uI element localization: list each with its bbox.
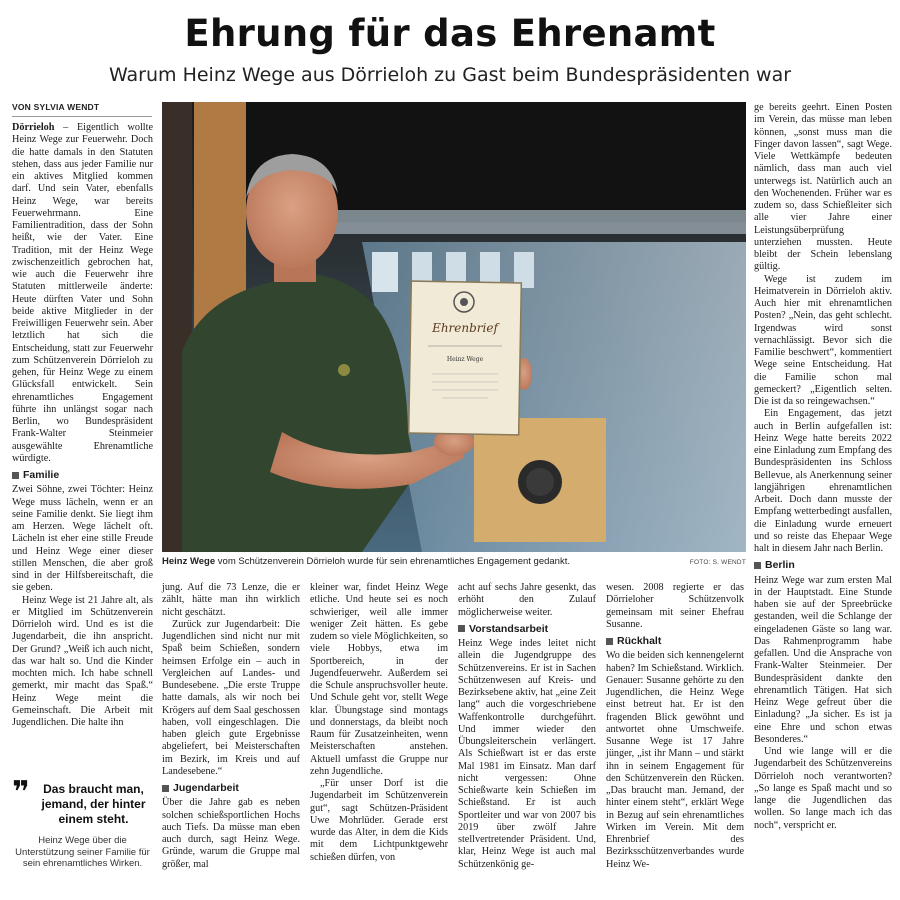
pull-quote <box>12 775 153 870</box>
paragraph: Heinz Wege war zum ersten Mal in der Hauptstadt. Eine Stunde haben sie auf der Spreebrücke gestanden, weil die Schlange der eingeladenen Gäste so lang war. Das Rahmenprogramm habe gefallen. Und die Ansprache von Frank-Walter Steinmeier. Der Bundespräsident dankte den ehrenamtlich Tätigen. Hat sich Heinz Wege gefreut über die Einladung? „Ja sicher. Es ist ja eine Ehre und schon etwas Besonderes.“ <box>754 574 892 745</box>
article-column-1 <box>12 122 153 822</box>
section-heading-text: Familie <box>23 469 60 481</box>
article-photo <box>162 102 746 552</box>
paragraph: Wo die beiden sich kennengelernt haben? Im Schießstand. Wirklich. Genauer: Susanne gehörte zu den Jugendlichen, die Heinz Wege einst betreut hat. Er ist den fragenden Blick gewöhnt und antwortet ohne Umschweife. Susanne Wege ist 17 Jahre jünger, „ist ihr Mann – und stärkt ihn in seinem Engagement für den Schützenverein den Rücken. „Das braucht man. Jemand, der hinter einem steht“, erklärt Wege in Bezug auf sein ehrenamtliches Wirken im Verein. Mit dem Ehrenbrief des Bezirksschützenverbandes wurde Heinz We- <box>606 650 744 870</box>
certificate-name: Heinz Wege <box>446 356 484 363</box>
section-marker-icon <box>458 625 465 632</box>
section-heading-berlin <box>754 559 892 571</box>
certificate-title: Ehrenbrief <box>432 321 498 335</box>
section-heading-text: Jugendarbeit <box>173 782 239 794</box>
section-heading-jugendarbeit <box>162 782 300 794</box>
paragraph: wesen. 2008 regierte er das Dörrieloher Schützenvolk gemeinsam mit seiner Ehefrau Susanne. <box>606 582 744 630</box>
paragraph-text: – Eigentlich wollte Heinz Wege zur Feuerwehr. Doch die hatte damals in den Statuten stehen, dass aus jeder Familie nur ein aktives Mitglied kommen darf. Und sein Vater, ebenfalls Heinz Wege, war bereits Feuerwehrmann. Eine Familientradition, dass der Sohn heißt, wie der Vater. Eine Tradition, mit der Heinz Wege zwischenzeitlich gebrochen hat, wie auch die Feuerwehr ihre Statuten mittlerweile änderte: Heute dürften Vater und Sohn beide aktive Mitglieder in der Freiwilligen Feuerwehr sein. Aber letztlich hat sich die Entscheidung, statt zur Feuerwehr zum Schützenverein Dörrieloh zu gehen, für Heinz Wege zu einem Glücksfall entwickelt. Sein ehrenamtliches Engagement führte ihn unlängst sogar nach Berlin, wo Bundespräsident Frank-Walter Steinmeier ausgewählte Ehrenamtliche würdigte. <box>12 122 153 464</box>
pull-quote-text: Das braucht man, jemand, der hinter einem steht. <box>41 782 146 826</box>
headline: Ehrung für das Ehrenamt <box>184 12 716 55</box>
section-heading-rueckhalt <box>606 635 744 647</box>
section-heading-text: Vorstandsarbeit <box>469 622 549 635</box>
caption-body: vom Schützenverein Dörrieloh wurde für sein ehrenamtliches Engagement gedankt. <box>215 556 570 567</box>
paragraph: Heinz Wege ist 21 Jahre alt, als er Mitglied im Schützenverein Dörrieloh wird. Und es ist die Jugendarbeit, die ihn anspricht. Der Grund? „Weiß ich auch nicht, das war halt so. Und die Kinder mochten mich. Ich habe schnell gemerkt, mir macht das Spaß.“ Heinz Wege meint die Gemeinschaft. Die Arbeit mit Jugendlichen. Die halte ihn <box>12 594 153 728</box>
paragraph: jung. Auf die 73 Lenze, die er zählt, hätte man ihn wirklich nicht geschätzt. <box>162 582 300 618</box>
article-column-6 <box>754 102 892 892</box>
paragraph: kleiner war, findet Heinz Wege etliche. Und heute sei es noch schwieriger, weil alle immer weniger Zeit hätten. Es gebe zudem so viele Möglichkeiten, so viele Hobbys, etwa im Sportbereich, in der Jugendfeuerwehr. Außerdem sei die Schule anspruchsvoller heute. Und Schule geht vor, stellt Wege klar. Übungstage sind montags und donnerstags, da bleibt noch Raum für Zusatzeinheiten, wenn Meisterschaften anstehen. Aktuell umfasst die Gruppe nur zehn Jugendliche. <box>310 582 448 777</box>
dateline: Dörrieloh <box>12 122 55 133</box>
paragraph: Über die Jahre gab es neben solchen schießsportlichen Hochs auch Tiefs. Da müsse man eben auch durch, sagt Heinz Wege. Gründe, warum die Gruppe mal größer, mal <box>162 797 300 870</box>
caption-name: Heinz Wege <box>162 556 216 567</box>
section-marker-icon <box>606 638 613 645</box>
quote-mark-icon: ❞ <box>12 775 30 810</box>
paragraph: Ein Engagement, das jetzt auch in Berlin aufgefallen ist: Heinz Wege hatte bereits 2022 eine Einladung zum Empfang des Bundespräsidenten ins Schloss Bellevue, als Anerkennung seiner langjährigen ehrenamtlichen Arbeit. Doch dann musste der Empfang wetterbedingt ausfallen, die Einladung wurde erneuert und so reiste das Ehepaar Wege halt in diesem Jahr nach Berlin. <box>754 408 892 554</box>
paragraph: Heinz Wege indes leitet nicht allein die Jugendgruppe des Schützenvereins. Er ist in Sachen Schützenwesen auf Kreis- und Bezirksebene aktiv, hat „eine Zeit lang“ auch die vorgeschriebene Waffenkontrolle durchgeführt. Und immer wieder den Übungsleiterschein verlängert. Als Schießwart ist er das erste Mal 1981 im Einsatz. Man darf nicht vergessen: Ohne Schießwarte kein Schießen im Schießstand. Er ist auch Sportleiter und war von 2007 bis 2019 über zwölf Jahre stellvertretender Präsident. Und, klar, Heinz Wege ist auch mal Schützenkönig ge- <box>458 638 596 870</box>
section-marker-icon <box>162 785 169 792</box>
section-heading-text: Berlin <box>765 559 795 572</box>
paragraph: Zwei Söhne, zwei Töchter: Heinz Wege muss lächeln, wenn er an seine Familie denkt. Sie liegt ihm am Herzen. Wege lächelt oft. Lächeln ist eher eine stille Freude und Heinz Wege einer dieser stillen Menschen, die aber groß sind in der Hilfsbereitschaft, die sie geben. <box>12 484 153 594</box>
article-column-5 <box>606 582 744 882</box>
paragraph: Wege ist zudem im Heimatverein in Dörrieloh aktiv. Auch hier mit ehrenamtlichen Posten? „Nein, das geht schlecht. Irgendwas wird sonst vernachlässigt. Bevor sich die Familie beschwert“, kommentiert Wege seine Entscheidung. Hat die Familie schon mal gemeckert? „Eigentlich selten. Die ist da so reingewachsen.“ <box>754 273 892 407</box>
section-heading-vorstandsarbeit <box>458 623 596 635</box>
section-heading-text: Rückhalt <box>617 635 662 647</box>
byline: VON SYLVIA WENDT <box>12 102 152 117</box>
photo-credit: FOTO: S. WENDT <box>689 559 746 566</box>
paragraph: Zurück zur Jugendarbeit: Die Jugendlichen sind nicht nur mit Spaß beim Schießen, sondern heimsen Erfolge ein – auch in Vergleichen auf Landes- und Bundesebene. „Die erste Truppe hatte damals, als wir noch bei Krögers auf dem Saal geschossen haben, voll eingeschlagen. Die haben gleich gute Ergebnisse abgeliefert, bei Meisterschaften im Bezirk, im Kreis und auf Landesebene.“ <box>162 618 300 777</box>
photo-caption <box>162 556 746 572</box>
caption-text <box>162 556 570 567</box>
pull-quote-attribution: Heinz Wege über die Unterstützung seiner Familie für sein ehrenamtliches Wirken. <box>15 835 150 869</box>
paragraph: ge bereits geehrt. Einen Posten im Verein, das müsse man leben können, „sonst muss man die Finger davon lassen“, sagt Wege. Viele Wettkämpfe bedeuten nämlich, dass man auch viel unterwegs ist. Natürlich auch an den Wochenenden. Früher war es zudem so, dass Schießleiter sich alle vier Jahre einer Leistungsüberprüfung unterziehen mussten. Heute bleibt der Schein lebenslang gültig. <box>754 102 892 273</box>
photo-illustration <box>162 102 746 552</box>
article-column-3 <box>310 582 448 882</box>
paragraph <box>12 122 153 465</box>
paragraph: „Für unser Dorf ist die Jugendarbeit im Schützenverein gut“, sagt Schützen-Präsident Uwe Mohrlüder. Gerade erst wurde das Alter, in dem die Kids mit dem Lichtpunktgewehr schießen dürfen, von <box>310 778 448 863</box>
subheadline: Warum Heinz Wege aus Dörrieloh zu Gast beim Bundespräsidenten war <box>108 64 792 86</box>
paragraph: Und wie lange will er die Jugendarbeit des Schützenvereins Dörrieloh noch verantworten? „So lange es Spaß macht und so lange die Jugendlichen das wollen. So lange mach ich das noch“, verspricht er. <box>754 746 892 831</box>
section-marker-icon <box>12 472 19 479</box>
article-column-2 <box>162 582 300 882</box>
article-column-4 <box>458 582 596 882</box>
section-heading-familie <box>12 469 153 481</box>
section-marker-icon <box>754 562 761 569</box>
paragraph: acht auf sechs Jahre gesenkt, das erhöht den Zulauf möglicherweise weiter. <box>458 582 596 618</box>
